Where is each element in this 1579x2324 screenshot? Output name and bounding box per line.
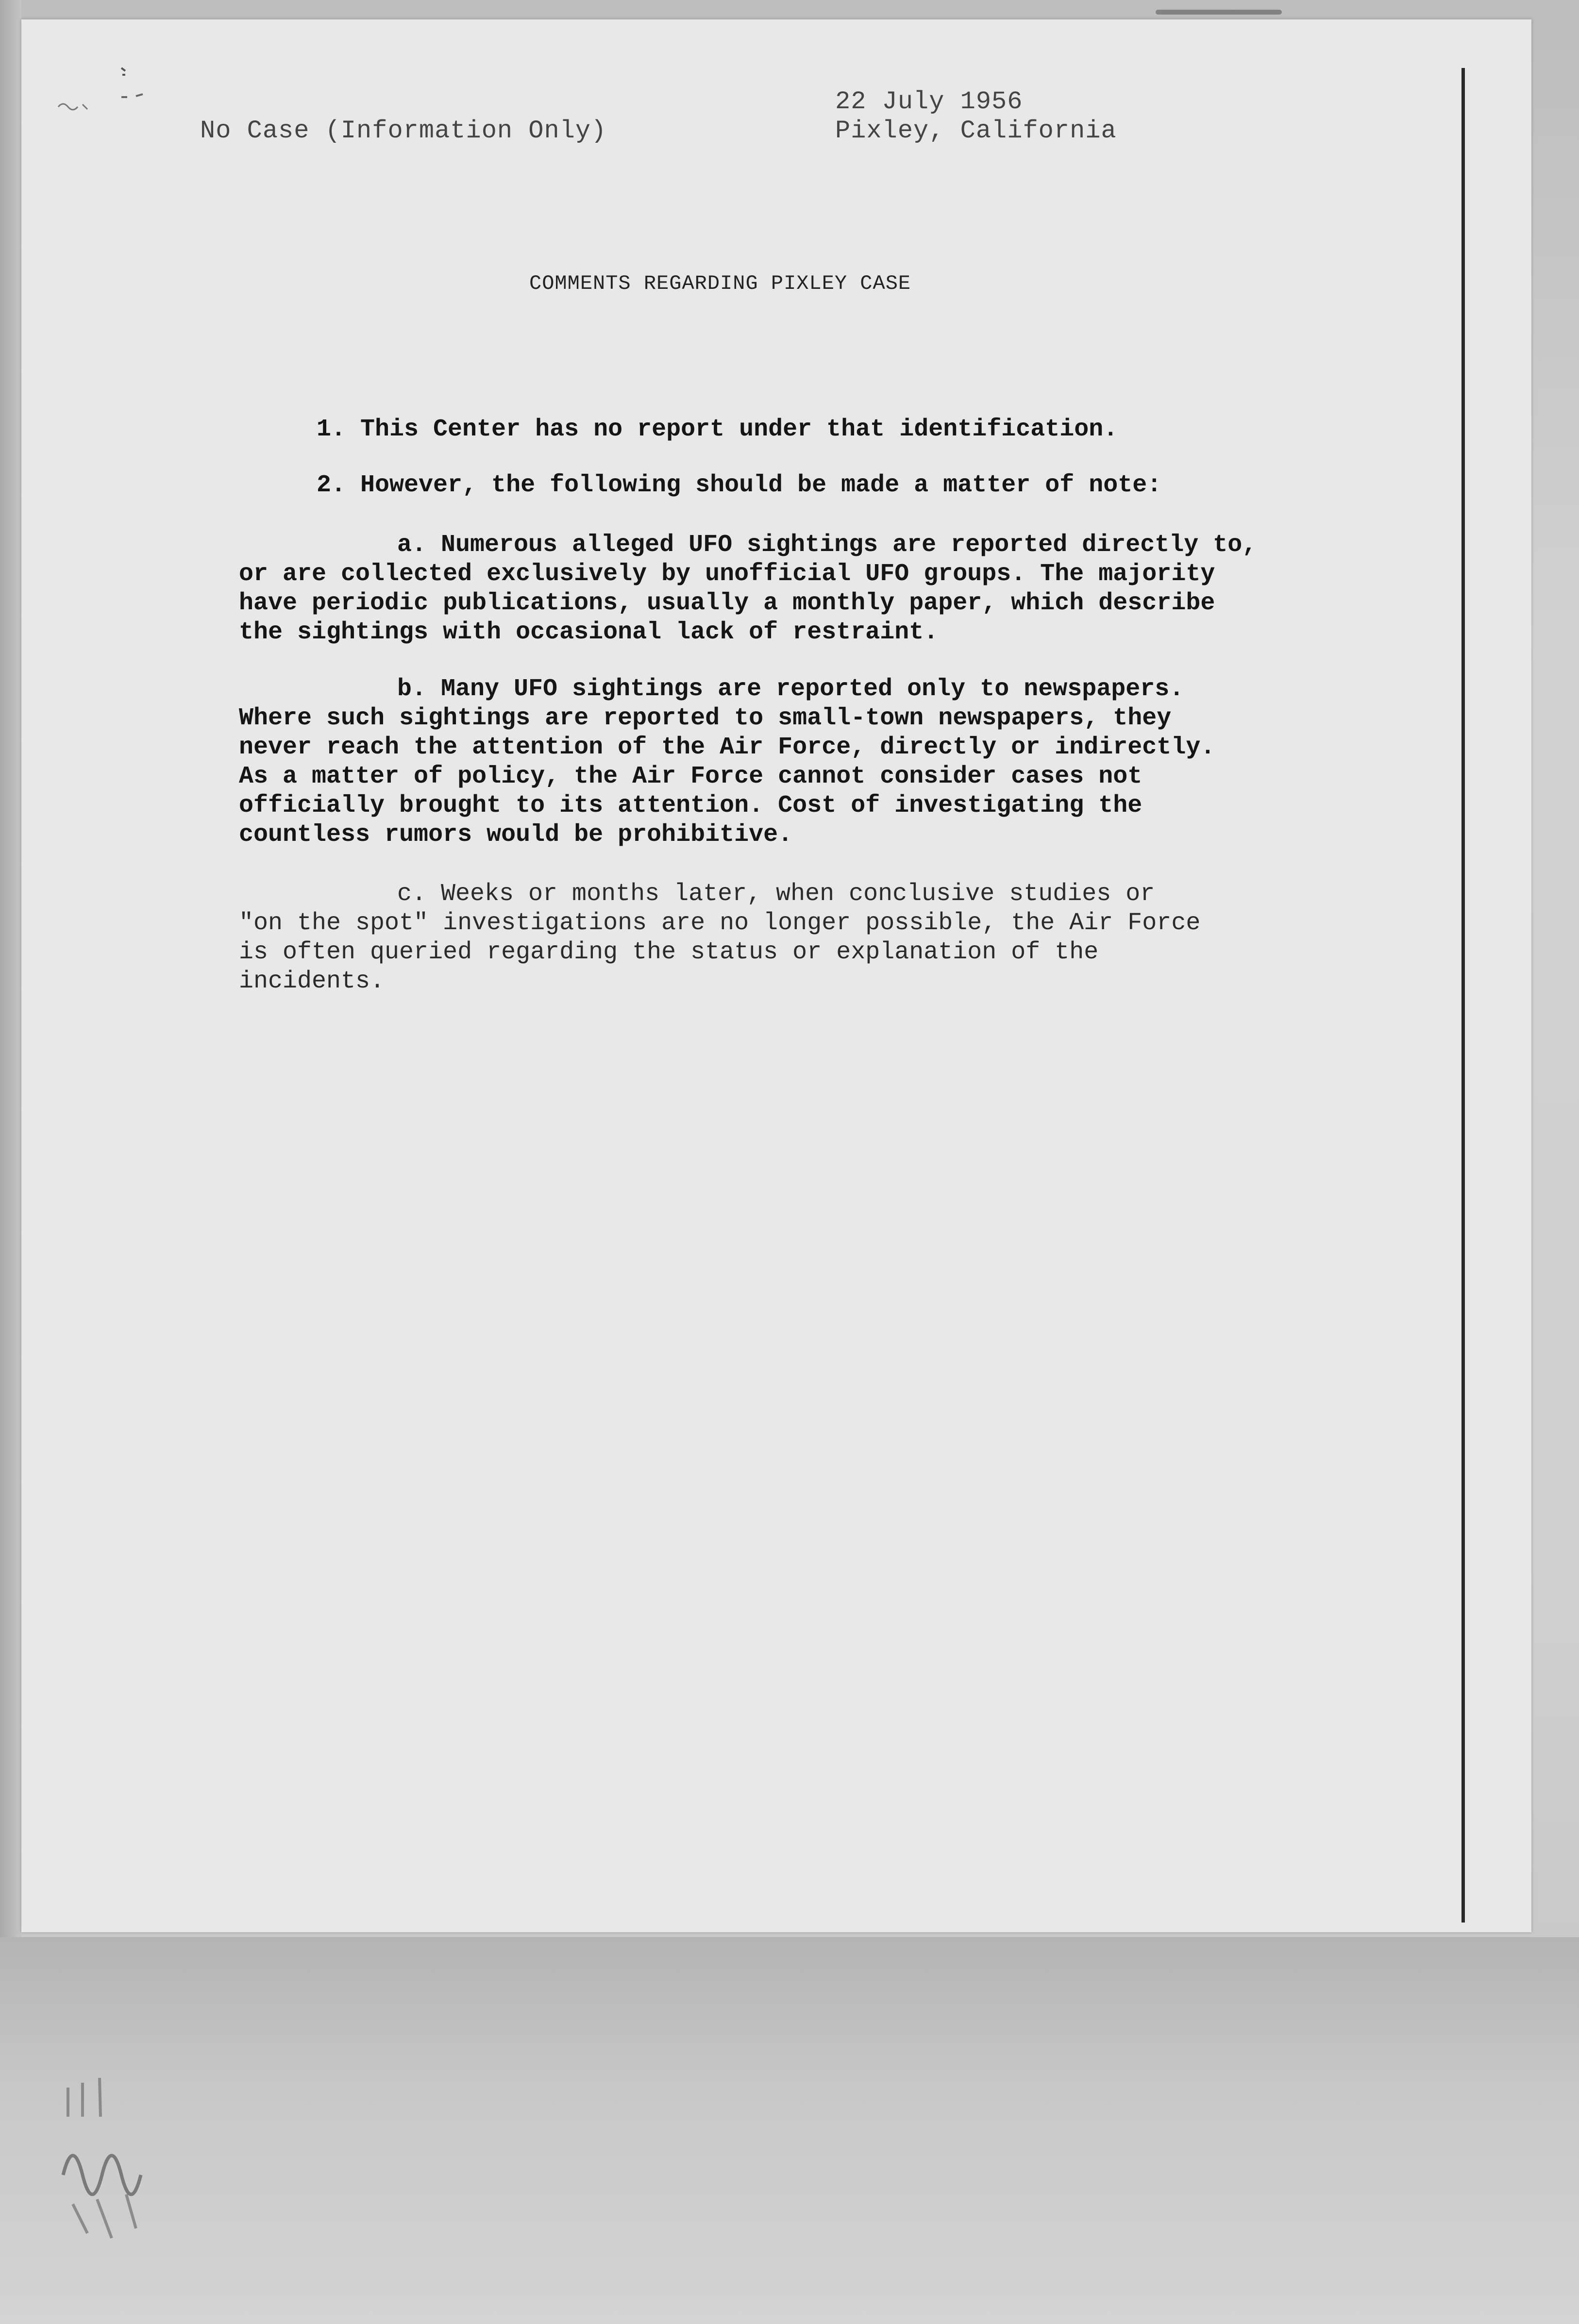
paragraph-2a: a. Numerous alleged UFO sightings are reported directly to, or are collected exclusively by unofficial UFO groups. The majority have periodic publications, usually a monthly paper, which describe the sightings with occasional lack of restraint.	[239, 531, 1257, 646]
document-title: COMMENTS REGARDING PIXLEY CASE	[529, 272, 911, 295]
paragraph-1: 1. This Center has no report under that identification.	[317, 416, 1118, 443]
margin-scribble-icon	[49, 63, 170, 136]
page-right-edge-line	[1461, 68, 1465, 1923]
document-location: Pixley, California	[835, 117, 1117, 145]
paragraph-2b: b. Many UFO sightings are reported only to newspapers. Where such sightings are reported to small-town newspapers, they never reach the attention of the Air Force, directly or indirectly. As a matter of policy, the Air Force cannot consider cases not officially brought to its attention. Cost of investigating the countless rumors would be prohibitive.	[239, 675, 1215, 849]
paragraph-2c: c. Weeks or months later, when conclusive studies or "on the spot" investigations are no longer possible, the Air Force is often queried regarding the status or explanation of the incidents.	[239, 880, 1201, 995]
paragraph-2: 2. However, the following should be made a matter of note:	[317, 471, 1162, 499]
scan-smudge	[1156, 10, 1282, 15]
handwritten-mark-icon	[53, 2029, 199, 2257]
document-date: 22 July 1956	[835, 87, 1023, 116]
case-status-label: No Case (Information Only)	[200, 117, 607, 145]
scan-lower-band	[0, 1937, 1579, 2324]
